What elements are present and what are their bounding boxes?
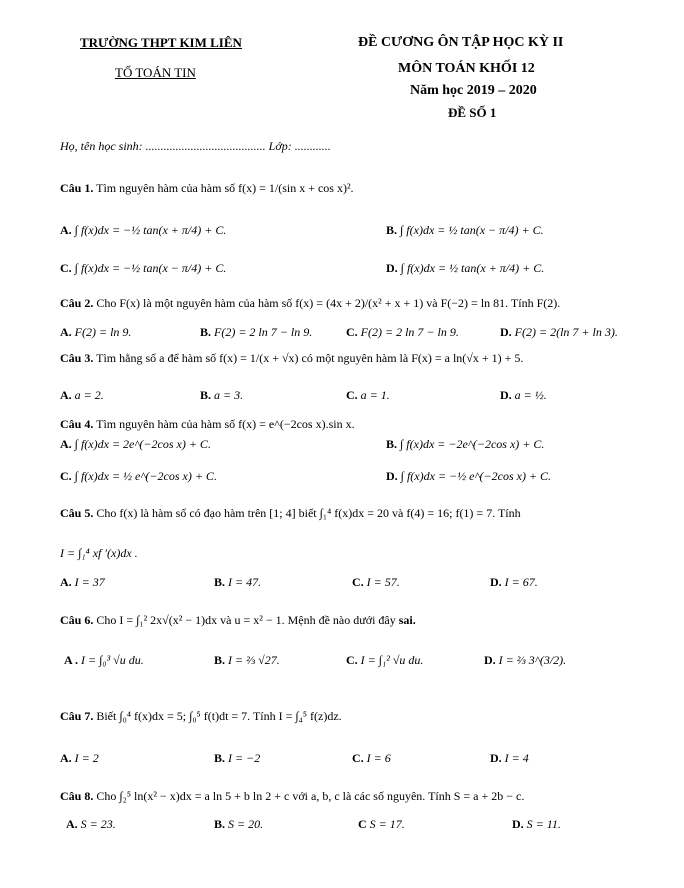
question-label: Câu 1. [60, 181, 94, 195]
option-key: C. [60, 469, 72, 483]
question-stem: Cho F(x) là một nguyên hàm của hàm số f(x) = (4x + 2)/(x² + x + 1) và F(−2) = ln 81. Tính F(2). [96, 296, 561, 310]
question-3 [60, 352, 523, 364]
question-1 [60, 182, 354, 194]
option-3c[interactable] [346, 389, 390, 401]
option-text: ∫ f(x)dx = −½ tan(x − π/4) + C. [74, 261, 227, 275]
option-key: D. [512, 817, 524, 831]
question-stem: Biết ∫₀⁴ f(x)dx = 5; ∫₀⁵ f(t)dt = 7. Tính I = ∫₄⁵ f(z)dz. [96, 709, 342, 723]
option-8b[interactable] [214, 818, 263, 830]
question-label: Câu 5. [60, 506, 94, 520]
option-3b[interactable] [200, 389, 243, 401]
option-text: I = 6 [366, 751, 391, 765]
option-key: C. [346, 653, 358, 667]
option-text: F(2) = ln 9. [74, 325, 132, 339]
option-text: S = 20. [228, 817, 264, 831]
option-text: S = 17. [369, 817, 405, 831]
option-text: a = ½. [514, 388, 547, 402]
option-key: D. [500, 325, 512, 339]
option-4c[interactable] [60, 470, 217, 482]
option-1d[interactable] [386, 262, 544, 274]
option-key: C. [352, 751, 364, 765]
option-key: C. [352, 575, 364, 589]
question-label: Câu 3. [60, 351, 94, 365]
option-text: ∫ f(x)dx = −2e^(−2cos x) + C. [400, 437, 545, 451]
option-key: A. [66, 817, 78, 831]
option-text: I = 37 [74, 575, 105, 589]
option-key: B. [214, 751, 226, 765]
option-key: C [358, 817, 367, 831]
question-6 [60, 614, 416, 626]
option-key: D. [490, 575, 502, 589]
question-7 [60, 710, 342, 722]
option-4d[interactable] [386, 470, 551, 482]
option-key: A. [60, 388, 72, 402]
option-text: ∫ f(x)dx = ½ e^(−2cos x) + C. [74, 469, 217, 483]
option-key: C. [346, 388, 358, 402]
option-key: B. [200, 325, 212, 339]
option-key: B. [386, 437, 398, 451]
option-text: I = 47. [228, 575, 262, 589]
option-6a[interactable] [64, 654, 144, 666]
option-5c[interactable] [352, 576, 400, 588]
question-stem: Tìm hằng số a để hàm số f(x) = 1/(x + √x) có một nguyên hàm là F(x) = a ln(√x + 1) + 5. [96, 351, 524, 365]
option-8c[interactable] [358, 818, 405, 830]
option-key: A. [60, 325, 72, 339]
option-text: ∫ f(x)dx = 2e^(−2cos x) + C. [74, 437, 211, 451]
option-key: B. [200, 388, 212, 402]
option-2b[interactable] [200, 326, 312, 338]
option-5d[interactable] [490, 576, 538, 588]
question-label: Câu 4. [60, 417, 94, 431]
option-3d[interactable] [500, 389, 547, 401]
option-key: B. [386, 223, 398, 237]
school-year: Năm học 2019 – 2020 [410, 83, 537, 98]
option-text: I = −2 [228, 751, 261, 765]
option-key: A. [60, 751, 72, 765]
school-name: TRƯỜNG THPT KIM LIÊN [80, 35, 242, 50]
document-title: ĐỀ CƯƠNG ÔN TẬP HỌC KỲ II [358, 35, 564, 50]
question-2 [60, 297, 560, 309]
option-1c[interactable] [60, 262, 226, 274]
option-text: F(2) = 2 ln 7 − ln 9. [360, 325, 459, 339]
question-stem-emphasis: sai. [398, 613, 416, 627]
option-text: ∫ f(x)dx = −½ e^(−2cos x) + C. [400, 469, 552, 483]
question-5-continuation: I = ∫₁⁴ xf ′(x)dx . [60, 546, 138, 560]
option-8a[interactable] [66, 818, 116, 830]
option-text: ∫ f(x)dx = −½ tan(x + π/4) + C. [74, 223, 227, 237]
option-key: B. [214, 817, 226, 831]
question-label: Câu 8. [60, 789, 94, 803]
question-label: Câu 6. [60, 613, 94, 627]
student-info-line: Họ, tên học sinh: ........................................ Lớp: ............ [60, 139, 331, 153]
option-key: C. [60, 261, 72, 275]
question-stem: Tìm nguyên hàm của hàm số f(x) = e^(−2cos x).sin x. [96, 417, 355, 431]
option-4b[interactable] [386, 438, 544, 450]
question-label: Câu 7. [60, 709, 94, 723]
option-3a[interactable] [60, 389, 104, 401]
question-stem: Cho ∫₂⁵ ln(x² − x)dx = a ln 5 + b ln 2 + c với a, b, c là các số nguyên. Tính S = a + 2b − c. [96, 789, 525, 803]
option-key: A. [60, 575, 72, 589]
option-key: D. [386, 261, 398, 275]
option-text: I = 2 [74, 751, 99, 765]
option-text: I = 4 [504, 751, 529, 765]
option-8d[interactable] [512, 818, 561, 830]
department-name: TỔ TOÁN TIN [115, 65, 196, 80]
option-2c[interactable] [346, 326, 459, 338]
option-1a[interactable] [60, 224, 226, 236]
option-1b[interactable] [386, 224, 544, 236]
option-5b[interactable] [214, 576, 261, 588]
question-label: Câu 2. [60, 296, 94, 310]
option-text: S = 23. [80, 817, 116, 831]
option-6d[interactable] [484, 654, 566, 666]
question-stem: Cho f(x) là hàm số có đạo hàm trên [1; 4] biết ∫₁⁴ f(x)dx = 20 và f(4) = 16; f(1) = 7. Tính [96, 506, 521, 520]
option-key: D. [386, 469, 398, 483]
option-7b[interactable] [214, 752, 260, 764]
option-key: D. [500, 388, 512, 402]
option-text: F(2) = 2 ln 7 − ln 9. [214, 325, 313, 339]
option-7c[interactable] [352, 752, 391, 764]
option-text: a = 2. [74, 388, 104, 402]
option-2a[interactable] [60, 326, 131, 338]
option-text: a = 1. [360, 388, 390, 402]
option-text: I = 67. [504, 575, 538, 589]
option-key: A. [60, 223, 72, 237]
option-text: I = ⅔ √27. [228, 653, 280, 667]
option-7d[interactable] [490, 752, 529, 764]
option-key: C. [346, 325, 358, 339]
question-5 [60, 507, 521, 519]
option-text: ∫ f(x)dx = ½ tan(x − π/4) + C. [400, 223, 544, 237]
option-text: F(2) = 2(ln 7 + ln 3). [514, 325, 618, 339]
question-stem: Tìm nguyên hàm của hàm số f(x) = 1/(sin x + cos x)². [96, 181, 354, 195]
option-text: ∫ f(x)dx = ½ tan(x + π/4) + C. [400, 261, 545, 275]
option-6b[interactable] [214, 654, 280, 666]
option-key: D. [484, 653, 496, 667]
option-text: a = 3. [214, 388, 244, 402]
option-key: A. [60, 437, 72, 451]
option-key: D. [490, 751, 502, 765]
option-2d[interactable] [500, 326, 618, 338]
question-8 [60, 790, 524, 802]
option-key: A . [64, 653, 79, 667]
exam-number: ĐỀ SỐ 1 [448, 105, 497, 120]
subject-line: MÔN TOÁN KHỐI 12 [398, 61, 535, 76]
option-key: B. [214, 653, 226, 667]
option-5a[interactable] [60, 576, 105, 588]
option-text: S = 11. [526, 817, 561, 831]
option-text: I = ∫₁² √u du. [360, 653, 424, 667]
option-text: I = 57. [366, 575, 400, 589]
question-stem: Cho I = ∫₁² 2x√(x² − 1)dx và u = x² − 1. Mệnh đề nào dưới đây [96, 613, 396, 627]
option-6c[interactable] [346, 654, 423, 666]
option-text: I = ∫₀³ √u du. [81, 653, 144, 667]
option-text: I = ⅔ 3^(3/2). [498, 653, 567, 667]
option-7a[interactable] [60, 752, 99, 764]
option-key: B. [214, 575, 226, 589]
question-4 [60, 418, 355, 430]
option-4a[interactable] [60, 438, 211, 450]
